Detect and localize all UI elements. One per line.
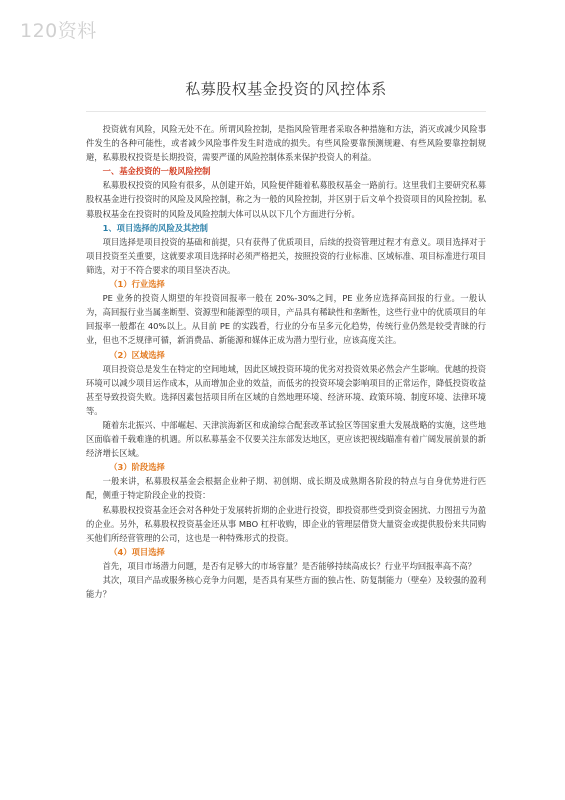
paragraph: 项目选择是项目投资的基础和前提，只有获得了优质项目，后续的投资管理过程才有意义。项目选择对于项目投资至关重要，这就要求项目选择时必须严格把关，按照投资的行业标准、区域标准、项目标准进行项目筛选，对于不符合要求的项目坚决否决。: [86, 236, 486, 275]
heading-level3: （3）阶段选择: [109, 462, 165, 473]
paragraph-intro: 投资就有风险，风险无处不在。所谓风险控制，是指风险管理者采取各种措施和方法，消灭或减少风险事件发生的各种可能性，或者减少风险事件发生时造成的损失。有些风险要靠预测规避、有些风险要靠控制规避，私募股权投资是长期投资，需要严谨的风险控制体系来保护投资人的利益。: [86, 124, 486, 163]
paragraph: PE 业务的投资人期望的年投资回报率一般在 20%-30%之间，PE 业务应选择高回报的行业。一般认为，高回报行业当属垄断型、资源型和能源型的项目，产品具有稀缺性和垄断性，这些行业中的优质项目的年回报率一般都在 40%以上。从目前 PE 的实践看，行业的分布呈多元化趋势，传统行业仍然是较受青睐的行业，但也不乏规律可循，新消费品、新能源和媒体正成为潜力型行业，应该高度关注。: [86, 293, 486, 346]
watermark: 120资料: [20, 20, 97, 42]
heading-level1: 一、基金投资的一般风险控制: [102, 166, 211, 177]
paragraph: 项目投资总是发生在特定的空间地域，因此区域投资环境的优劣对投资效果必然会产生影响。优越的投资环境可以减少项目运作成本，从而增加企业的效益，而低劣的投资环境会影响项目的正常运作，降低投资收益甚至导致投资失败。选择因素包括项目所在区域的自然地理环境、经济环境、政策环境、制度环境、法律环境等。: [86, 363, 486, 416]
heading-level3: （1）行业选择: [109, 279, 165, 290]
paragraph: 私募股权投资的风险有很多，从创建开始，风险便伴随着私募股权基金一路前行。这里我们主要研究私募股权基金进行投资时的风险及风险控制，称之为一般的风险控制，并区别于后文单个投资项目的风险控制。私募股权基金在投资时的风险及风险控制大体可以从以下几个方面进行分析。: [86, 180, 486, 219]
divider: [86, 111, 486, 112]
paragraph: 一般来讲，私募股权基金会根据企业种子期、初创期、成长期及成熟期各阶段的特点与自身优势进行匹配，侧重于特定阶段企业的投资：: [86, 476, 486, 501]
heading-level2: 1、项目选择的风险及其控制: [102, 222, 208, 233]
paragraph: 其次，项目产品或服务核心竞争力问题，是否具有某些方面的独占性、防复制能力（壁垒）及较强的盈利能力？: [86, 575, 486, 600]
paragraph: 首先，项目市场潜力问题，是否有足够大的市场容量？是否能够持续高成长？行业平均回报率高不高？: [102, 560, 476, 571]
heading-level3: （4）项目选择: [109, 546, 165, 557]
paragraph: 随着东北振兴、中部崛起、天津滨海新区和成渝综合配套改革试验区等国家重大发展战略的实施，这些地区面临着千载难逢的机遇。所以私募基金不仅要关注东部发达地区，更应该把视线瞄准有着广阔发展前景的新经济增长区域。: [86, 419, 486, 459]
heading-level3: （2）区域选择: [109, 349, 165, 360]
paragraph: 私募股权投资基金还会对各种处于发展转折期的企业进行投资，即投资那些受到资金困扰、力图扭亏为盈的企业。另外，私募股权投资基金还从事 MBO 杠杆收购，即企业的管理层借贷大量资金或提供股份来共同购买他们所经营管理的公司，这也是一种特殊形式的投资。: [86, 504, 486, 543]
document-page: [86, 72, 486, 601]
page-title: 私募股权基金投资的风控体系: [185, 80, 387, 98]
